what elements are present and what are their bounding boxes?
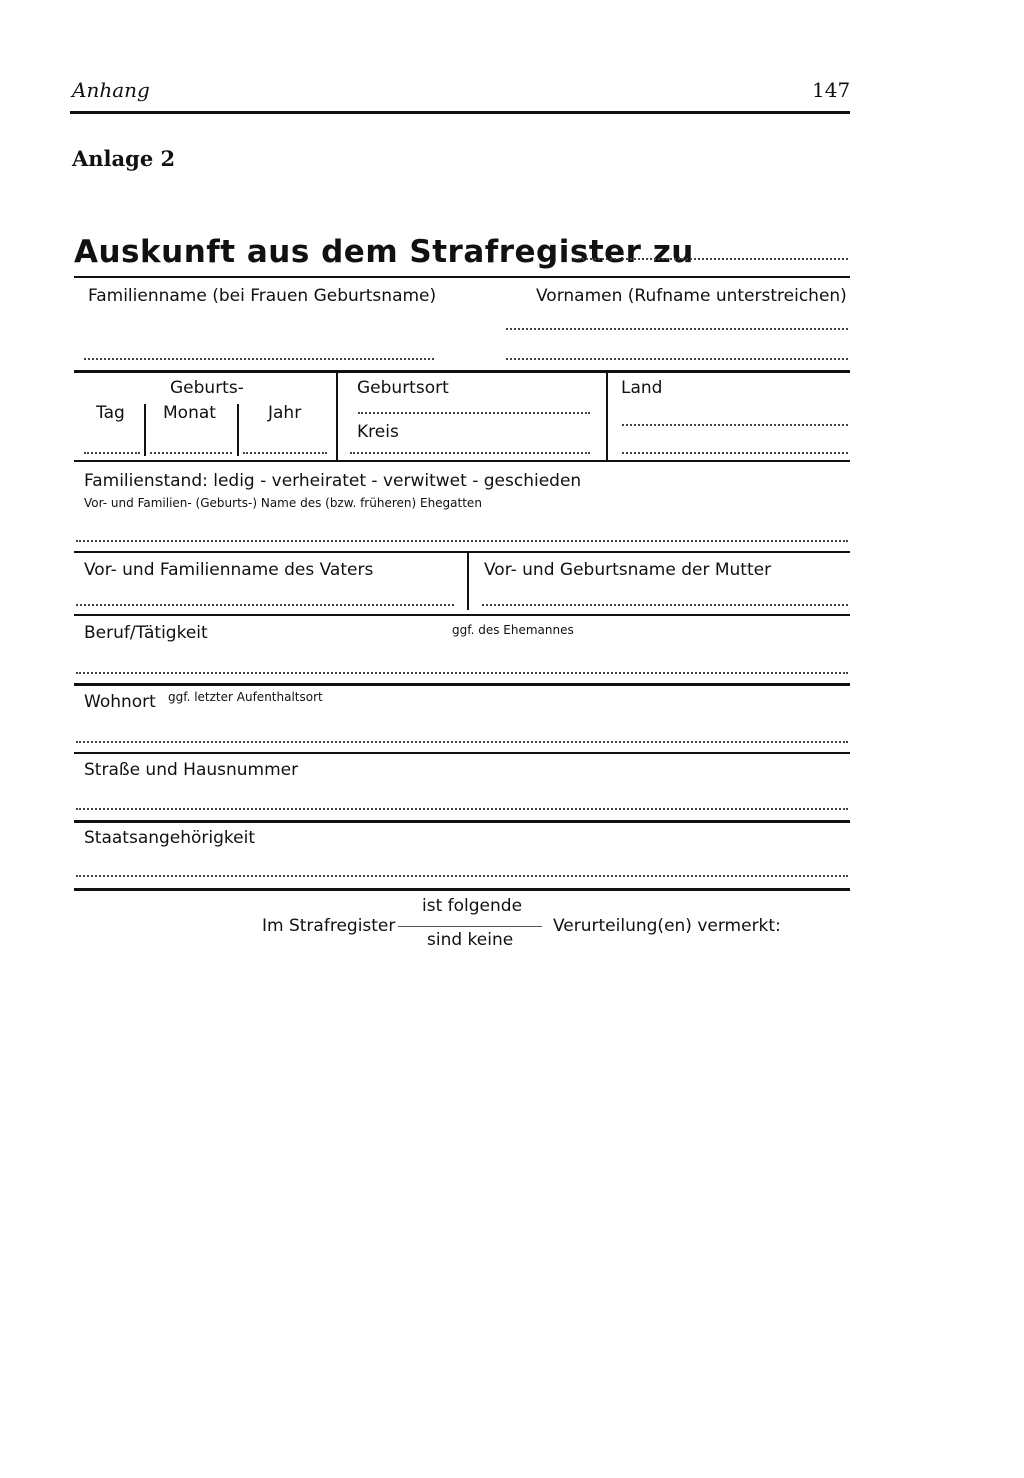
beruf-label: Beruf/Tätigkeit <box>84 623 208 643</box>
tag-divider <box>144 404 146 456</box>
result-suffix: Verurteilung(en) vermerkt: <box>553 916 781 936</box>
rule-4 <box>74 614 850 616</box>
result-fraction-line <box>398 926 542 927</box>
wohnort-field[interactable] <box>76 741 848 743</box>
page-number: 147 <box>812 78 851 102</box>
wohnort-note: ggf. letzter Aufenthaltsort <box>168 690 323 704</box>
geburts-label: Geburts- <box>170 378 244 398</box>
result-option-1: ist folgende <box>422 896 523 916</box>
tag-field[interactable] <box>84 452 140 454</box>
title-fill-line[interactable] <box>574 258 848 260</box>
land-field-2[interactable] <box>622 452 848 454</box>
wohnort-label: Wohnort <box>84 692 156 712</box>
header-rule <box>70 111 850 114</box>
monat-divider <box>237 404 239 456</box>
result-option-2: sind keine <box>427 930 514 950</box>
vornamen-field-2[interactable] <box>506 358 848 360</box>
beruf-field[interactable] <box>76 672 848 674</box>
jahr-field[interactable] <box>243 452 327 454</box>
result-prefix: Im Strafregister <box>262 916 396 936</box>
beruf-note: ggf. des Ehemannes <box>452 623 574 637</box>
mutter-field[interactable] <box>482 604 848 606</box>
parents-divider <box>467 553 469 610</box>
staat-label: Staatsangehörigkeit <box>84 828 256 848</box>
monat-field[interactable] <box>150 452 232 454</box>
vornamen-label: Vornamen (Rufname unterstreichen) <box>536 286 847 306</box>
kreis-label: Kreis <box>357 422 399 442</box>
tag-label: Tag <box>96 403 125 423</box>
familienname-field[interactable] <box>84 358 434 360</box>
rule-5 <box>74 683 850 686</box>
vornamen-field-1[interactable] <box>506 328 848 330</box>
strasse-field[interactable] <box>76 808 848 810</box>
kreis-field[interactable] <box>350 452 590 454</box>
monat-label: Monat <box>163 403 216 423</box>
vater-label: Vor- und Familienname des Vaters <box>84 560 374 580</box>
section-label: Anlage 2 <box>72 146 176 171</box>
geburtsort-field[interactable] <box>358 412 590 414</box>
familienname-label: Familienname (bei Frauen Geburtsname) <box>88 286 437 306</box>
ehegatte-field[interactable] <box>76 540 848 542</box>
strasse-label: Straße und Hausnummer <box>84 760 299 780</box>
geburtsort-label: Geburtsort <box>357 378 449 398</box>
form-title: Auskunft aus dem Strafregister zu <box>74 234 694 270</box>
rule-7 <box>74 820 850 823</box>
rule-1 <box>74 370 850 373</box>
staat-field[interactable] <box>76 875 848 877</box>
rule-2 <box>74 460 850 462</box>
land-label: Land <box>621 378 663 398</box>
land-field-1[interactable] <box>622 424 848 426</box>
date-column-divider <box>336 373 338 460</box>
place-column-divider <box>606 373 608 460</box>
familienstand-label: Familienstand: ledig - verheiratet - verwitwet - geschieden <box>84 471 582 491</box>
title-rule <box>74 276 850 278</box>
mutter-label: Vor- und Geburtsname der Mutter <box>484 560 772 580</box>
jahr-label: Jahr <box>268 403 302 423</box>
rule-6 <box>74 752 850 754</box>
rule-3 <box>74 551 850 553</box>
running-head: Anhang <box>72 78 150 102</box>
ehegatte-label: Vor- und Familien- (Geburts-) Name des (bzw. früheren) Ehegatten <box>84 496 482 510</box>
vater-field[interactable] <box>76 604 454 606</box>
rule-8 <box>74 888 850 891</box>
